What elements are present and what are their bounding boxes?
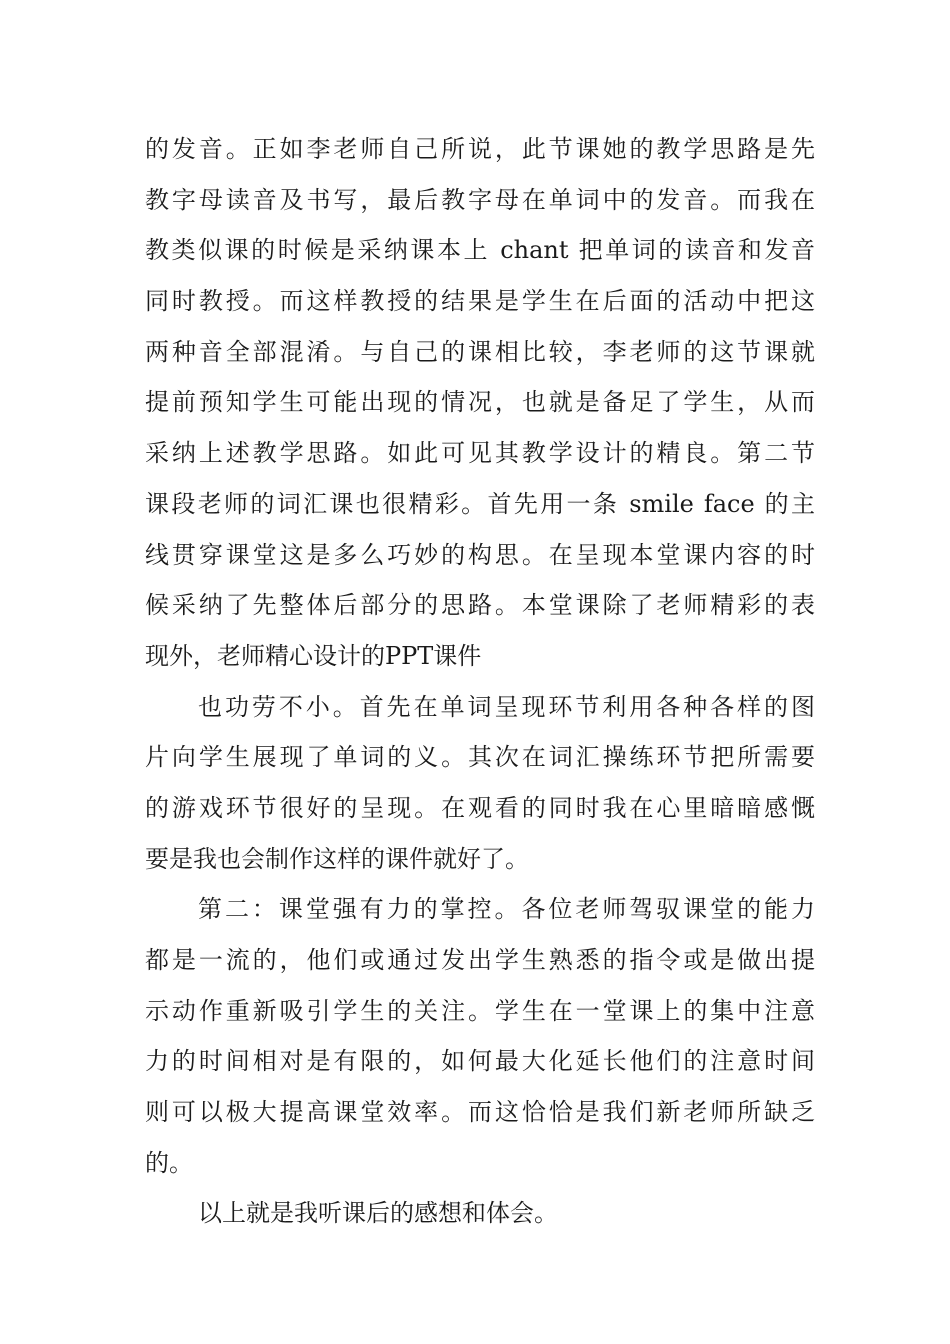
paragraph-first-line: 第二：课堂强有力的掌控。各位老师驾驭课堂的能力 — [198, 895, 815, 924]
body-text — [145, 124, 815, 1239]
text-line: 力的时间相对是有限的，如何最大化延长他们的注意时间 — [145, 1047, 815, 1076]
text-line: 候采纳了先整体后部分的思路。本堂课除了老师精彩的表 — [145, 591, 815, 620]
text-line: 都是一流的，他们或通过发出学生熟悉的指令或是做出提 — [145, 946, 815, 974]
text-line: 片向学生展现了单词的义。其次在词汇操练环节把所需要 — [145, 743, 815, 772]
text-line: 现外，老师精心设计的PPT课件 — [145, 641, 482, 670]
text-line: 两种音全部混淆。与自己的课相比较，李老师的这节课就 — [145, 337, 815, 366]
text-line: 教字母读音及书写，最后教字母在单词中的发音。而我在 — [145, 185, 815, 214]
text-line: 课段老师的词汇课也很精彩。首先用一条 smile face 的主 — [145, 489, 815, 518]
text-line: 的游戏环节很好的呈现。在观看的同时我在心里暗暗感慨 — [145, 793, 815, 822]
text-line: 同时教授。而这样教授的结果是学生在后面的活动中把这 — [145, 287, 815, 316]
paragraph-first-line: 也功劳不小。首先在单词呈现环节利用各种各样的图 — [198, 692, 815, 721]
text-line: 线贯穿课堂这是多么巧妙的构思。在呈现本堂课内容的时 — [145, 540, 815, 569]
text-line: 提前预知学生可能出现的情况，也就是备足了学生，从而 — [145, 388, 815, 417]
text-line: 示动作重新吸引学生的关注。学生在一堂课上的集中注意 — [145, 996, 815, 1025]
text-line: 的。 — [145, 1148, 193, 1177]
paragraph-first-line: 以上就是我听课后的感想和体会。 — [198, 1199, 558, 1228]
text-line: 的发音。正如李老师自己所说，此节课她的教学思路是先 — [145, 135, 815, 163]
text-line: 要是我也会制作这样的课件就好了。 — [145, 844, 529, 873]
text-line: 采纳上述教学思路。如此可见其教学设计的精良。第二节 — [145, 439, 815, 468]
text-line: 教类似课的时候是采纳课本上 chant 把单词的读音和发音 — [145, 236, 815, 265]
text-line: 则可以极大提高课堂效率。而这恰恰是我们新老师所缺乏 — [145, 1098, 815, 1127]
